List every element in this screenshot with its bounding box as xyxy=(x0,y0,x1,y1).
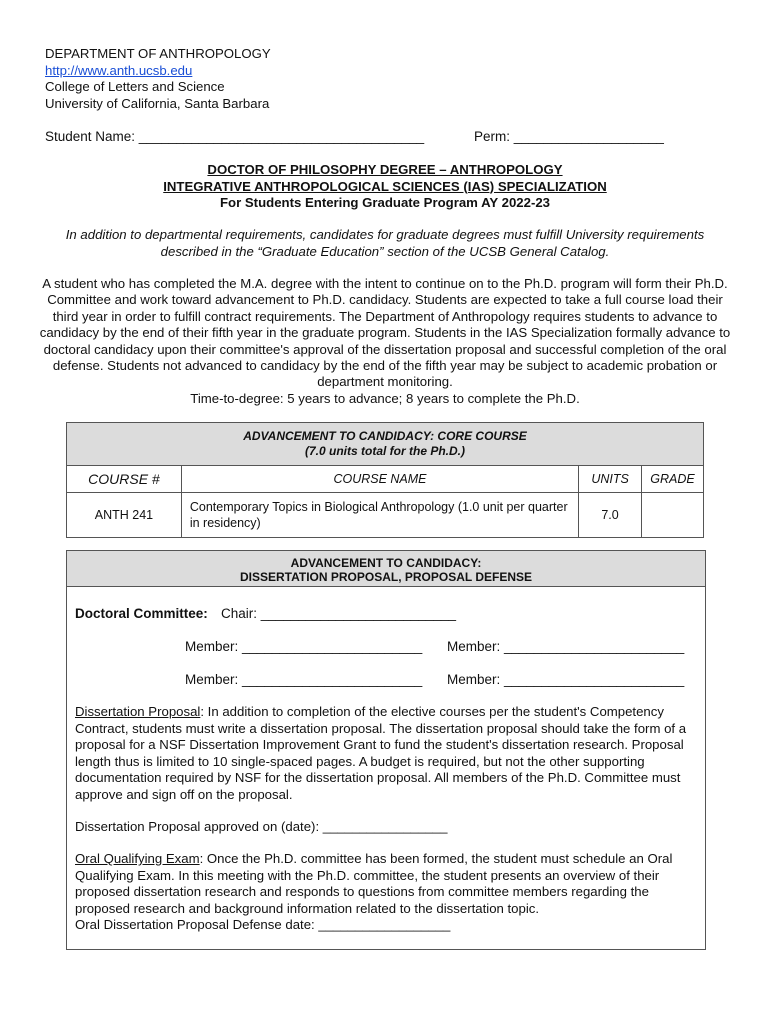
university-requirements-note: In addition to departmental requirements, candidates for graduate degrees must fulfill University requirements described in the “Graduate Education” section of the UCSB General Catalog. xyxy=(65,227,705,259)
program-paragraph: A student who has completed the M.A. degree with the intent to continue on to the Ph.D. program will form their Ph.D. Committee and work toward advancement to Ph.D. candidacy. Students are expected to take a full course load their third year in order to fulfill contract requirements. The Department of Anthropology requires students to advance to candidacy by the end of their fifth year in the graduate program. Students in the IAS Specialization formally advance to doctoral candidacy upon their committee's approval of the dissertation proposal and successful completion of the oral defense. Students not advanced to candidacy by the end of the fifth year may be subject to academic probation or department monitoring. xyxy=(39,276,731,390)
time-to-degree: Time-to-degree: 5 years to advance; 8 years to complete the Ph.D. xyxy=(190,390,580,406)
committee-member-field[interactable]: Member: ________________________ xyxy=(447,639,685,654)
proposal-box-heading xyxy=(67,551,705,587)
core-course-title: ADVANCEMENT TO CANDIDACY: CORE COURSE xyxy=(243,429,527,443)
oral-qualifying-exam-section xyxy=(75,851,699,934)
department-header xyxy=(45,46,271,112)
perm-field[interactable]: Perm: ____________________ xyxy=(474,129,664,144)
proposal-box-title-line2: DISSERTATION PROPOSAL, PROPOSAL DEFENSE xyxy=(239,570,533,584)
column-header-course-number: COURSE # xyxy=(67,466,182,493)
table-row xyxy=(67,493,704,538)
university-name: University of California, Santa Barbara xyxy=(45,95,270,111)
proposal-box-title-line1: ADVANCEMENT TO CANDIDACY: xyxy=(290,556,482,570)
student-name-field[interactable]: Student Name: ______________________________________ xyxy=(45,129,425,144)
column-header-course-name: COURSE NAME xyxy=(181,466,578,493)
course-number-cell: ANTH 241 xyxy=(67,493,182,538)
column-header-units: UNITS xyxy=(579,466,642,493)
department-name: DEPARTMENT OF ANTHROPOLOGY xyxy=(45,46,271,61)
oral-exam-heading: Oral Qualifying Exam xyxy=(75,851,200,866)
dissertation-proposal-text: : In addition to completion of the elective courses per the student's Competency Contract, students must write a dissertation proposal. The dissertation proposal should take the form of a proposal for a NSF Dissertation Improvement Grant to fund the student's dissertation research. Proposal length thus is limited to 10 single-spaced pages. A budget is required, but not the other supporting documentation required by NSF for the dissertation proposal. All members of the Ph.D. Committee must approve and sign off on the proposal. xyxy=(75,704,687,802)
committee-member-field[interactable]: Member: ________________________ xyxy=(447,672,685,687)
cohort-title: For Students Entering Graduate Program AY 2022-23 xyxy=(219,195,551,210)
units-cell: 7.0 xyxy=(579,493,642,538)
core-course-heading xyxy=(67,423,704,466)
document-title xyxy=(0,162,770,212)
dissertation-proposal-section xyxy=(75,704,699,803)
grade-cell[interactable] xyxy=(642,493,704,538)
oral-defense-date-field[interactable]: Oral Dissertation Proposal Defense date: __________________ xyxy=(75,917,451,932)
program-description xyxy=(38,276,732,407)
committee-member-field[interactable]: Member: ________________________ xyxy=(185,639,423,654)
dissertation-proposal-heading: Dissertation Proposal xyxy=(75,704,201,719)
doctoral-committee-label: Doctoral Committee: xyxy=(75,606,208,621)
college-name: College of Letters and Science xyxy=(45,79,225,94)
specialization-title: INTEGRATIVE ANTHROPOLOGICAL SCIENCES (IAS) SPECIALIZATION xyxy=(163,178,607,194)
core-course-subtitle: (7.0 units total for the Ph.D.) xyxy=(304,444,465,458)
core-course-table xyxy=(66,422,704,538)
committee-member-field[interactable]: Member: ________________________ xyxy=(185,672,423,687)
column-header-grade: GRADE xyxy=(642,466,704,493)
degree-title: DOCTOR OF PHILOSOPHY DEGREE – ANTHROPOLOGY xyxy=(207,162,563,177)
proposal-approved-date-field[interactable]: Dissertation Proposal approved on (date): _________________ xyxy=(75,819,448,834)
committee-chair-field[interactable]: Chair: __________________________ xyxy=(221,606,456,621)
dissertation-proposal-box xyxy=(66,550,706,950)
course-name-cell: Contemporary Topics in Biological Anthropology (1.0 unit per quarter in residency) xyxy=(181,493,578,538)
oral-exam-text: : Once the Ph.D. committee has been formed, the student must schedule an Oral Qualifying Exam. In this meeting with the Ph.D. committee, the student presents an overview of their proposed dissertation research and responds to questions from committee members regarding the proposed research and background information related to the dissertation topic. xyxy=(75,851,673,916)
department-website-link[interactable]: http://www.anth.ucsb.edu xyxy=(45,62,193,78)
